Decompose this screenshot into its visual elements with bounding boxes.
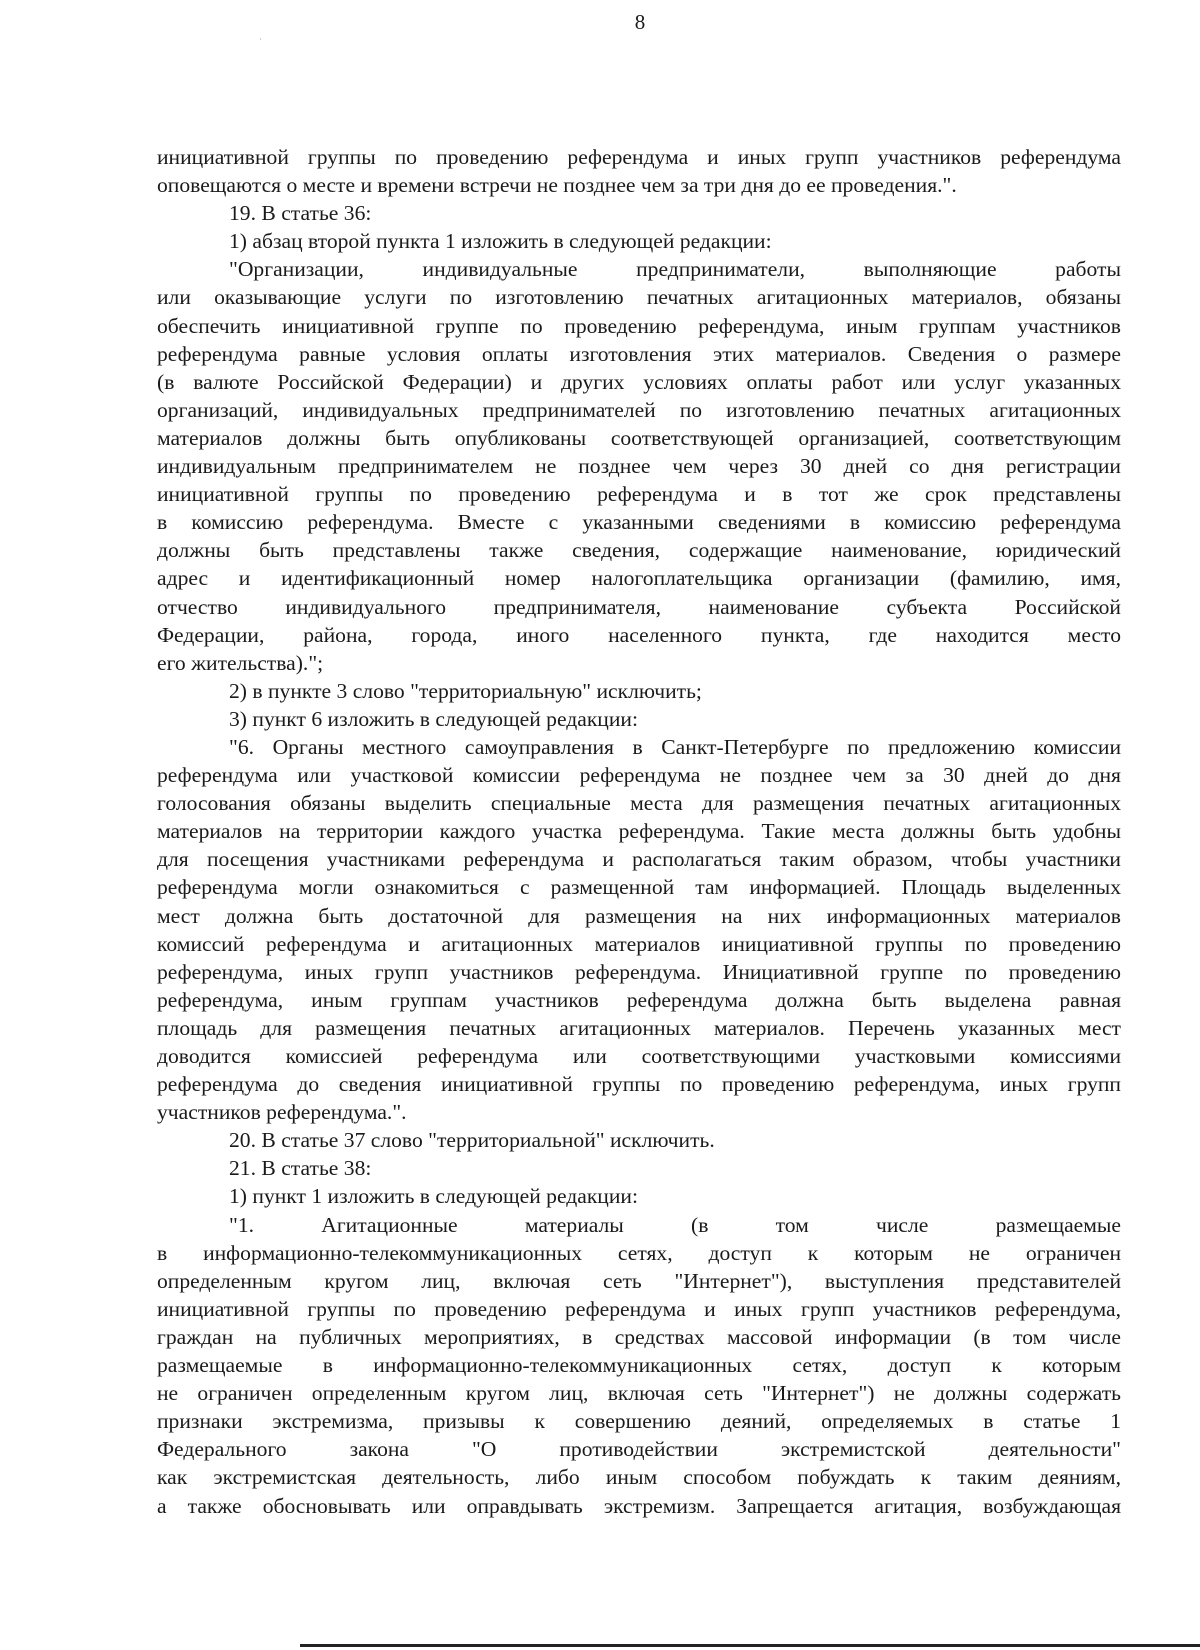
text-line: должны быть представлены также сведения, содержащие наименование, юридический xyxy=(157,538,1121,563)
text-line: инициативной группы по проведению референдума и в тот же срок представлены xyxy=(157,482,1121,507)
text-line: "6. Органы местного самоуправления в Санкт-Петербурге по предложению комиссии xyxy=(229,734,1121,759)
text-line: 20. В статье 37 слово "территориальной" исключить. xyxy=(229,1128,715,1153)
text-line: мест должна быть достаточной для размещения на них информационных материалов xyxy=(157,903,1121,928)
bottom-rule xyxy=(300,1644,1200,1647)
text-line: 19. В статье 36: xyxy=(229,201,372,226)
text-line: Федерации, района, города, иного населенного пункта, где находится место xyxy=(157,622,1121,647)
text-line: его жительства)."; xyxy=(157,650,324,675)
text-line: или оказывающие услуги по изготовлению печатных агитационных материалов, обязаны xyxy=(157,285,1121,310)
body-text xyxy=(157,143,1121,1520)
text-line: 21. В статье 38: xyxy=(229,1156,372,1181)
text-line: определенным кругом лиц, включая сеть "Интернет"), выступления представителей xyxy=(157,1268,1121,1293)
text-line: организаций, индивидуальных предпринимателей по изготовлению печатных агитационных xyxy=(157,397,1121,422)
text-line: как экстремистская деятельность, либо иным способом побуждать к таким деяниям, xyxy=(157,1465,1121,1490)
text-line: признаки экстремизма, призывы к совершению деяний, определяемых в статье 1 xyxy=(157,1409,1121,1434)
text-line: в информационно-телекоммуникационных сетях, доступ к которым не ограничен xyxy=(157,1240,1121,1265)
text-line: материалов на территории каждого участка референдума. Такие места должны быть удобны xyxy=(157,819,1121,844)
text-line: доводится комиссией референдума или соответствующими участковыми комиссиями xyxy=(157,1044,1121,1068)
text-line: участников референдума.". xyxy=(157,1100,407,1125)
text-line: в комиссию референдума. Вместе с указанными сведениями в комиссию референдума xyxy=(157,510,1121,535)
text-line: размещаемые в информационно-телекоммуникационных сетях, доступ к которым xyxy=(157,1353,1121,1378)
text-line: Федерального закона "О противодействии экстремистской деятельности" xyxy=(157,1437,1121,1462)
text-line: референдума могли ознакомиться с размещенной там информацией. Площадь выделенных xyxy=(157,875,1121,900)
text-line: материалов должны быть опубликованы соответствующей организацией, соответствующим xyxy=(157,425,1121,450)
text-line: 1) пункт 1 изложить в следующей редакции: xyxy=(229,1184,638,1209)
text-line: оповещаются о месте и времени встречи не позднее чем за три дня до ее проведения.". xyxy=(157,173,957,198)
scan-artifact xyxy=(260,38,261,40)
text-line: референдума, иным группам участников референдума должна быть выделена равная xyxy=(157,987,1121,1012)
text-line: отчество индивидуального предпринимателя, наименование субъекта Российской xyxy=(157,594,1121,619)
text-line: инициативной группы по проведению референдума и иных групп участников референдума, xyxy=(157,1296,1121,1321)
text-line: (в валюте Российской Федерации) и других условиях оплаты работ или услуг указанных xyxy=(157,369,1121,394)
text-line: инициативной группы по проведению референдума и иных групп участников референдума xyxy=(157,145,1121,169)
text-line: референдума, иных групп участников референдума. Инициативной группе по проведению xyxy=(157,959,1121,984)
text-line: референдума до сведения инициативной группы по проведению референдума, иных групп xyxy=(157,1072,1121,1097)
text-line: индивидуальным предпринимателем не позднее чем через 30 дней со дня регистрации xyxy=(157,454,1121,479)
text-line: адрес и идентификационный номер налогоплательщика организации (фамилию, имя, xyxy=(157,566,1121,591)
text-line: обеспечить инициативной группе по проведению референдума, иным группам участников xyxy=(157,313,1121,338)
page-number: 8 xyxy=(634,10,646,34)
text-line: комиссий референдума и агитационных материалов инициативной группы по проведению xyxy=(157,931,1121,956)
text-line: референдума или участковой комиссии референдума не позднее чем за 30 дней до дня xyxy=(157,763,1121,788)
text-line: "Организации, индивидуальные предприниматели, выполняющие работы xyxy=(229,257,1121,282)
text-line: не ограничен определенным кругом лиц, включая сеть "Интернет") не должны содержать xyxy=(157,1381,1121,1406)
text-line: референдума равные условия оплаты изготовления этих материалов. Сведения о размере xyxy=(157,341,1121,366)
text-line: 3) пункт 6 изложить в следующей редакции: xyxy=(229,706,638,731)
text-line: 2) в пункте 3 слово "территориальную" исключить; xyxy=(229,678,702,703)
text-line: 1) абзац второй пункта 1 изложить в следующей редакции: xyxy=(229,229,772,254)
text-line: голосования обязаны выделить специальные места для размещения печатных агитационных xyxy=(157,791,1121,816)
text-line: площадь для размещения печатных агитационных материалов. Перечень указанных мест xyxy=(157,1015,1121,1040)
text-line: а также обосновывать или оправдывать экстремизм. Запрещается агитация, возбуждающая xyxy=(157,1493,1121,1518)
text-line: граждан на публичных мероприятиях, в средствах массовой информации (в том числе xyxy=(157,1324,1121,1349)
text-line: для посещения участниками референдума и располагаться таким образом, чтобы участники xyxy=(157,847,1121,872)
text-line: "1. Агитационные материалы (в том числе размещаемые xyxy=(229,1212,1121,1237)
